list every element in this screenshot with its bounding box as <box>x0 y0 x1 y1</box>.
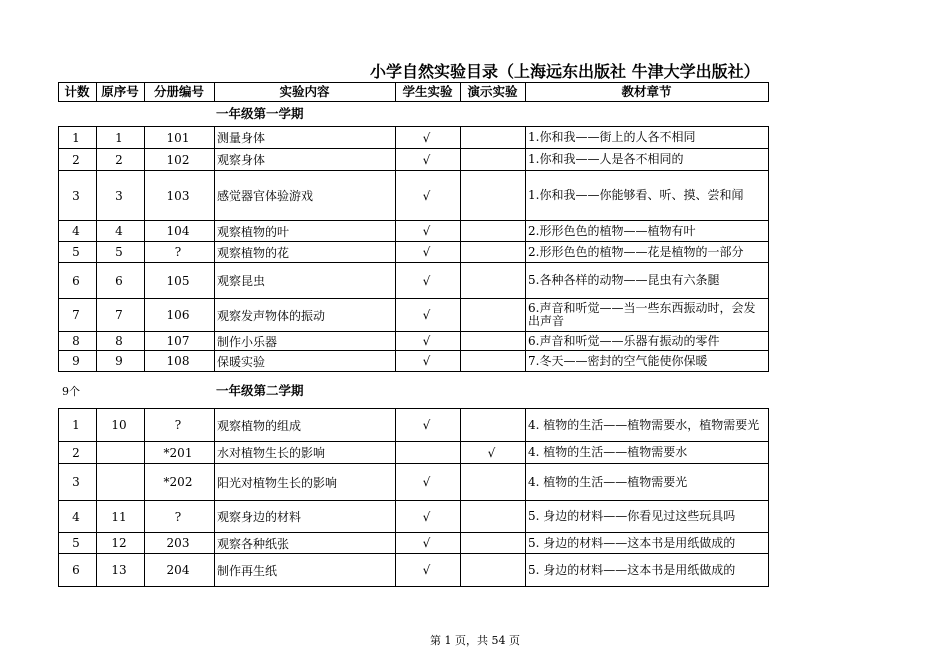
cell-demo <box>460 501 523 532</box>
cell-order <box>96 533 142 553</box>
cell-content-text: 观察各种纸张 <box>217 536 290 551</box>
cell-count-text: 4 <box>72 224 80 238</box>
cell-count <box>58 263 94 298</box>
column-border <box>58 408 59 587</box>
cell-count <box>58 221 94 241</box>
section-label: 一年级第一学期 <box>216 106 304 121</box>
cell-order <box>96 299 142 331</box>
header-student: 学生实验 <box>402 84 453 99</box>
row-border <box>58 170 769 171</box>
cell-chapter-text: 5. 身边的材料——这本书是用纸做成的 <box>528 562 736 577</box>
cell-content-text: 感觉器官体验游戏 <box>217 189 314 203</box>
cell-code-text: 103 <box>166 188 190 203</box>
cell-count <box>58 442 94 463</box>
cell-chapter <box>525 442 766 463</box>
cell-content-text: 水对植物生长的影响 <box>217 446 326 460</box>
cell-demo <box>460 171 523 220</box>
cell-order-text: 5 <box>115 245 123 259</box>
cell-content-text: 保暖实验 <box>217 354 266 369</box>
cell-content-text: 观察身边的材料 <box>217 510 302 524</box>
cell-count <box>58 242 94 262</box>
cell-demo <box>460 242 523 262</box>
cell-content <box>214 149 393 170</box>
cell-order-text: 3 <box>115 188 123 203</box>
header-column-border <box>144 82 145 102</box>
row-border <box>58 220 769 221</box>
cell-content <box>214 533 393 553</box>
cell-code <box>144 263 212 298</box>
cell-student <box>395 351 458 371</box>
header-border-bottom <box>58 101 769 102</box>
cell-code-text: 204 <box>166 563 190 577</box>
cell-student <box>395 263 458 298</box>
page-footer: 第 1 页，共 54 页 <box>430 634 520 647</box>
cell-count-text: 2 <box>72 152 80 167</box>
cell-code <box>144 351 212 371</box>
cell-code <box>144 464 212 500</box>
cell-order-text: 9 <box>115 354 123 368</box>
cell-chapter <box>525 332 766 350</box>
cell-chapter-text: 1.你和我——街上的人各不相同 <box>528 130 696 144</box>
header-column-border <box>460 82 461 102</box>
cell-code <box>144 409 212 441</box>
cell-code-text: ? <box>174 509 182 524</box>
cell-chapter-text: 2.形形色色的植物——花是植物的一部分 <box>528 244 744 259</box>
header-column-border <box>768 82 769 102</box>
header-column-border <box>96 82 97 102</box>
cell-code <box>144 242 212 262</box>
cell-count-text: 6 <box>72 563 80 577</box>
cell-demo <box>460 221 523 241</box>
column-border <box>58 126 59 372</box>
row-border <box>58 553 769 554</box>
cell-chapter-text: 7.冬天——密封的空气能使你保暖 <box>528 353 708 368</box>
cell-content-text: 测量身体 <box>217 131 266 145</box>
cell-code <box>144 221 212 241</box>
cell-order <box>96 442 142 463</box>
cell-content <box>214 263 393 298</box>
cell-demo <box>460 263 523 298</box>
cell-demo <box>460 533 523 553</box>
cell-code-text: 105 <box>166 273 190 288</box>
cell-demo <box>460 351 523 371</box>
row-border <box>58 298 769 299</box>
cell-demo <box>460 442 523 463</box>
cell-demo <box>460 332 523 350</box>
header-column-border <box>395 82 396 102</box>
cell-order <box>96 221 142 241</box>
row-border <box>58 350 769 351</box>
cell-chapter-text: 1.你和我——你能够看、听、摸、尝和闻 <box>528 188 744 202</box>
cell-order <box>96 464 142 500</box>
cell-student <box>395 554 458 586</box>
cell-chapter <box>525 242 766 262</box>
cell-count <box>58 409 94 441</box>
cell-code <box>144 332 212 350</box>
cell-student <box>395 409 458 441</box>
row-border <box>58 441 769 442</box>
header-column-border <box>525 82 526 102</box>
cell-student-text: √ <box>422 475 431 489</box>
cell-order <box>96 242 142 262</box>
cell-count-text: 7 <box>72 308 80 322</box>
cell-code-text: ? <box>174 245 182 259</box>
cell-content <box>214 221 393 241</box>
cell-student-text: √ <box>422 536 431 550</box>
cell-count <box>58 464 94 500</box>
cell-chapter-text: 5. 身边的材料——这本书是用纸做成的 <box>528 535 736 550</box>
cell-count <box>58 554 94 586</box>
cell-student-text: √ <box>422 334 431 348</box>
cell-code <box>144 554 212 586</box>
header-order: 原序号 <box>101 84 139 99</box>
cell-content-text: 观察身体 <box>217 153 266 167</box>
cell-code <box>144 299 212 331</box>
cell-count <box>58 501 94 532</box>
cell-chapter <box>525 501 766 532</box>
row-border <box>58 148 769 149</box>
cell-demo <box>460 554 523 586</box>
row-border <box>58 262 769 263</box>
cell-content <box>214 171 393 220</box>
row-border <box>58 500 769 501</box>
row-border <box>58 331 769 332</box>
row-border <box>58 463 769 464</box>
row-border <box>58 532 769 533</box>
cell-order-text: 10 <box>111 418 127 432</box>
cell-content-text: 阳光对植物生长的影响 <box>217 475 338 490</box>
cell-chapter-text: 6.声音和听觉——当一些东西振动时，会发出声音 <box>528 301 756 328</box>
cell-student <box>395 464 458 500</box>
cell-count <box>58 332 94 350</box>
cell-content-text: 制作再生纸 <box>217 563 278 578</box>
cell-student <box>395 442 458 463</box>
header-content: 实验内容 <box>279 84 330 99</box>
header-demo: 演示实验 <box>467 84 518 99</box>
cell-count-text: 2 <box>72 445 80 460</box>
cell-student-text: √ <box>422 245 431 259</box>
cell-code-text: 106 <box>166 308 190 322</box>
cell-code-text: 108 <box>166 354 190 368</box>
cell-demo <box>460 127 523 148</box>
cell-order-text: 7 <box>115 308 123 322</box>
cell-order-text: 1 <box>115 130 123 145</box>
cell-chapter <box>525 171 766 220</box>
cell-chapter-text: 4. 植物的生活——植物需要水 <box>528 445 688 459</box>
cell-student <box>395 127 458 148</box>
cell-code-text: 107 <box>166 334 190 348</box>
cell-code-text: *201 <box>163 445 193 460</box>
cell-order <box>96 351 142 371</box>
column-border <box>525 408 526 587</box>
cell-code-text: ? <box>174 418 182 432</box>
cell-demo <box>460 299 523 331</box>
cell-code-text: 104 <box>166 224 190 238</box>
cell-count <box>58 127 94 148</box>
cell-student <box>395 149 458 170</box>
header-chapter: 教材章节 <box>621 84 672 99</box>
row-border <box>58 126 769 127</box>
cell-content <box>214 554 393 586</box>
cell-student-text: √ <box>422 273 431 288</box>
cell-student <box>395 242 458 262</box>
cell-chapter <box>525 409 766 441</box>
cell-demo <box>460 149 523 170</box>
cell-student <box>395 221 458 241</box>
cell-content-text: 观察植物的叶 <box>217 224 290 239</box>
cell-count-text: 1 <box>72 130 80 145</box>
column-border <box>460 126 461 372</box>
cell-student-text: √ <box>422 130 431 145</box>
cell-student-text: √ <box>422 152 431 167</box>
cell-order-text: 12 <box>111 536 127 550</box>
cell-order <box>96 554 142 586</box>
cell-code <box>144 149 212 170</box>
section-total: 9个 <box>62 385 80 398</box>
cell-code-text: *202 <box>163 475 193 489</box>
cell-code-text: 101 <box>166 130 190 145</box>
cell-chapter <box>525 464 766 500</box>
cell-content-text: 制作小乐器 <box>217 334 278 349</box>
cell-chapter <box>525 554 766 586</box>
cell-content <box>214 464 393 500</box>
cell-chapter <box>525 299 766 331</box>
cell-chapter-text: 4. 植物的生活——植物需要水，植物需要光 <box>528 417 760 432</box>
cell-order <box>96 149 142 170</box>
cell-student <box>395 533 458 553</box>
column-border <box>96 126 97 372</box>
cell-chapter-text: 4. 植物的生活——植物需要光 <box>528 474 688 489</box>
cell-content <box>214 409 393 441</box>
cell-count <box>58 533 94 553</box>
cell-student-text: √ <box>422 563 431 577</box>
cell-student-text: √ <box>422 308 431 322</box>
cell-count-text: 5 <box>72 536 80 550</box>
cell-content-text: 观察植物的花 <box>217 245 290 260</box>
column-border <box>525 126 526 372</box>
cell-student-text: √ <box>422 188 431 203</box>
row-border <box>58 408 769 409</box>
cell-student-text: √ <box>422 509 431 524</box>
cell-content <box>214 299 393 331</box>
header-count: 计数 <box>64 84 90 99</box>
cell-chapter-text: 1.你和我——人是各不相同的 <box>528 152 684 166</box>
cell-demo-text: √ <box>487 445 496 460</box>
cell-student <box>395 299 458 331</box>
cell-chapter <box>525 533 766 553</box>
cell-demo <box>460 409 523 441</box>
cell-demo <box>460 464 523 500</box>
cell-order-text: 2 <box>115 152 123 167</box>
cell-content <box>214 242 393 262</box>
cell-count-text: 6 <box>72 273 80 288</box>
cell-order <box>96 501 142 532</box>
page-title: 小学自然实验目录（上海远东出版社 牛津大学出版社） <box>370 62 760 81</box>
cell-code <box>144 533 212 553</box>
cell-content-text: 观察植物的组成 <box>217 418 302 433</box>
cell-count-text: 3 <box>72 475 80 489</box>
cell-order-text: 6 <box>115 273 123 288</box>
column-border <box>96 408 97 587</box>
row-border <box>58 241 769 242</box>
column-border <box>460 408 461 587</box>
cell-code <box>144 171 212 220</box>
cell-count <box>58 149 94 170</box>
cell-code <box>144 127 212 148</box>
cell-chapter-text: 5. 身边的材料——你看见过这些玩具吗 <box>528 509 736 523</box>
cell-student-text: √ <box>422 418 431 432</box>
cell-chapter-text: 5.各种各样的动物——昆虫有六条腿 <box>528 273 720 287</box>
cell-student <box>395 501 458 532</box>
cell-chapter <box>525 351 766 371</box>
cell-order <box>96 263 142 298</box>
row-border <box>58 586 769 587</box>
cell-chapter <box>525 263 766 298</box>
cell-chapter-text: 2.形形色色的植物——植物有叶 <box>528 223 696 238</box>
cell-content <box>214 501 393 532</box>
column-border <box>144 126 145 372</box>
column-border <box>768 408 769 587</box>
cell-count-text: 5 <box>72 245 80 259</box>
cell-order <box>96 127 142 148</box>
cell-code <box>144 501 212 532</box>
cell-content-text: 观察发声物体的振动 <box>217 308 326 323</box>
cell-order <box>96 409 142 441</box>
cell-code-text: 102 <box>166 152 190 167</box>
column-border <box>395 126 396 372</box>
cell-chapter <box>525 127 766 148</box>
cell-order <box>96 332 142 350</box>
cell-chapter-text: 6.声音和听觉——乐器有振动的零件 <box>528 333 720 348</box>
cell-count-text: 8 <box>72 334 80 348</box>
cell-student <box>395 171 458 220</box>
cell-count-text: 4 <box>72 509 80 524</box>
header-border-top <box>58 82 769 83</box>
cell-count-text: 9 <box>72 354 80 368</box>
cell-student <box>395 332 458 350</box>
cell-count <box>58 351 94 371</box>
column-border <box>214 408 215 587</box>
column-border <box>214 126 215 372</box>
column-border <box>144 408 145 587</box>
cell-content <box>214 351 393 371</box>
cell-count-text: 1 <box>72 418 80 432</box>
cell-chapter <box>525 149 766 170</box>
cell-order-text: 8 <box>115 334 123 348</box>
column-border <box>395 408 396 587</box>
cell-order-text: 13 <box>111 563 127 577</box>
cell-student-text: √ <box>422 224 431 238</box>
cell-count-text: 3 <box>72 188 80 203</box>
header-column-border <box>58 82 59 102</box>
header-column-border <box>214 82 215 102</box>
cell-order <box>96 171 142 220</box>
header-volume-no: 分册编号 <box>153 84 204 99</box>
cell-code <box>144 442 212 463</box>
cell-content <box>214 332 393 350</box>
cell-content-text: 观察昆虫 <box>217 274 266 288</box>
cell-order-text: 11 <box>111 509 127 524</box>
section-label: 一年级第二学期 <box>216 383 304 398</box>
cell-student-text: √ <box>422 354 431 368</box>
cell-chapter <box>525 221 766 241</box>
cell-content <box>214 442 393 463</box>
cell-count <box>58 171 94 220</box>
cell-content <box>214 127 393 148</box>
cell-code-text: 203 <box>166 536 190 550</box>
cell-count <box>58 299 94 331</box>
cell-order-text: 4 <box>115 224 123 238</box>
column-border <box>768 126 769 372</box>
row-border <box>58 371 769 372</box>
